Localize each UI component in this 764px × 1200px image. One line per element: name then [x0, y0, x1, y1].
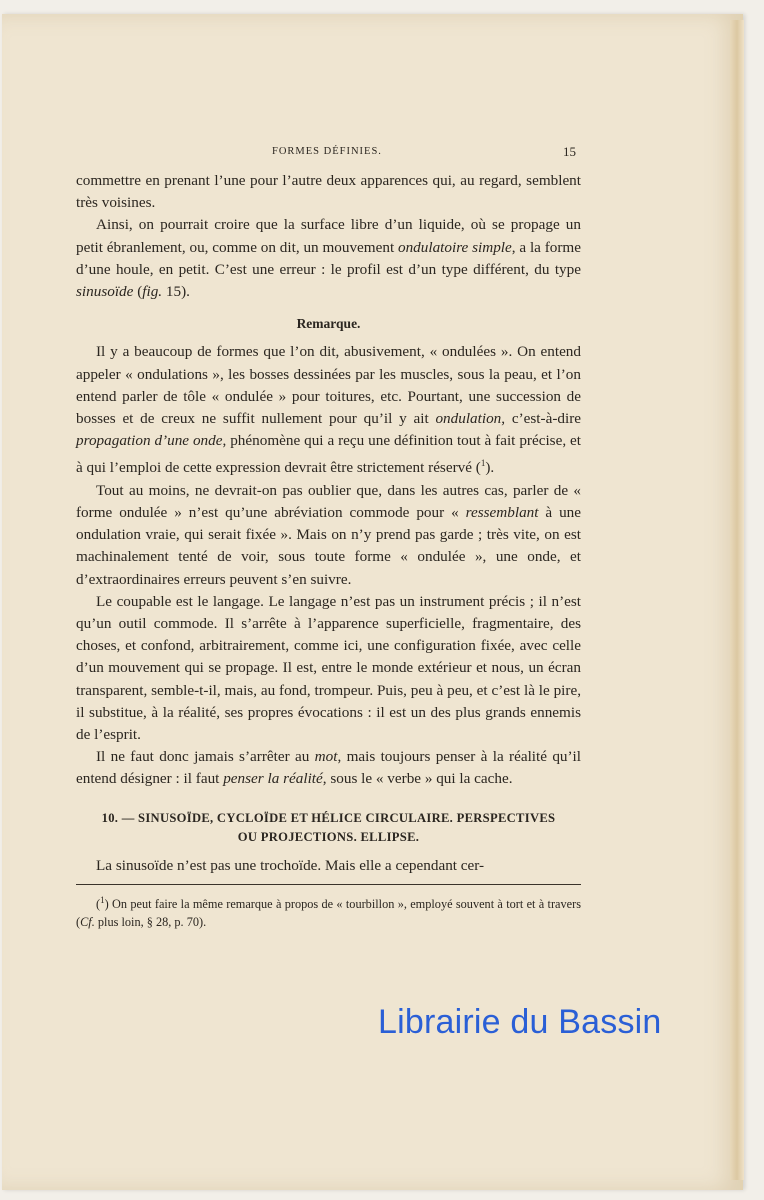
paragraph-2: Ainsi, on pourrait croire que la surface libre d’un liquide, où se propage un petit ébranlement, ou, comme on dit, un mouvement ondulatoire simple, a la forme d’une houle, en petit. C’est une erreur : le profil est d’un type différent, du type sinusoïde (fig. 15).: [76, 216, 581, 301]
watermark-text: Librairie du Bassin: [378, 1003, 662, 1041]
paragraph-4: Tout au moins, ne devrait-on pas oublier que, dans les autres cas, parler de « forme ondulée » n’est qu’une abréviation commode pour « ressemblant à une ondulation vraie, qui serait fixée ». Mais on n’y prend pas garde ; très vite, on est machinalement tenté de voir, sous toute forme « ondulée », une onde, et d’extraordinaires erreurs peuvent s’en suivre.: [76, 481, 582, 588]
page-edge: [730, 20, 744, 1180]
paragraph-1: commettre en prenant l’une pour l’autre deux apparences qui, au regard, semblent très voisines.: [76, 172, 581, 212]
footnote-marker: 1: [100, 894, 105, 905]
section-heading-line-1: 10. — SINUSOÏDE, CYCLOÏDE ET HÉLICE CIRCULAIRE. PERSPECTIVES: [101, 810, 556, 825]
footnote-rule: [76, 884, 581, 885]
paragraph-6: Il ne faut donc jamais s’arrêter au mot, mais toujours penser à la réalité qu’il entend désigner : il faut penser la réalité, sous le « verbe » qui la cache.: [76, 748, 581, 788]
section-heading-line-2: OU PROJECTIONS. ELLIPSE.: [237, 829, 420, 844]
footnote-ref: 1: [480, 458, 486, 469]
page-number: 15: [563, 144, 576, 159]
section-heading: [76, 809, 581, 847]
page-body: [76, 170, 581, 931]
paragraph-7: La sinusoïde n’est pas une trochoïde. Mais elle a cependant cer-: [96, 856, 485, 874]
remarque-heading: Remarque.: [296, 316, 361, 332]
paragraph-3: Il y a beaucoup de formes que l’on dit, abusivement, « ondulées ». On entend appeler « ondulations », les bosses dessinées par les muscles, sous la peau, et l’on entend parler de tôle « ondulée » pour toitures, etc. Pourtant, une succession de bosses et de creux ne suffit nullement pour qu’il y ait ondulation, c’est-à-dire propagation d’une onde, phénomène qui a reçu une définition tout à fait précise, et à qui l’emploi de cette expression devrait être strictement réservé ($^1$).: [76, 343, 582, 477]
running-title: FORMES DÉFINIES.: [272, 146, 382, 157]
paragraph-5: Le coupable est le langage. Le langage n’est pas un instrument précis ; il n’est qu’un outil commode. Il s’arrête à l’apparence superficielle, fragmentaire, des choses, et confond, arbitrairement, comme ici, une configuration fixée, avec celle d’un mouvement qui se propage. Il est, entre le monde extérieur et nous, un écran transparent, semble-t-il, mais, au fond, trompeur. Puis, peu à peu, et c’est là le pire, il substitue, à la réalité, ses propres évocations : il est un des plus grands ennemis de l’esprit.: [76, 592, 581, 743]
footnote: ($^1$) On peut faire la même remarque à propos de « tourbillon », employé souvent à tort et à travers (Cf. plus loin, § 28, p. 70).: [76, 894, 581, 929]
